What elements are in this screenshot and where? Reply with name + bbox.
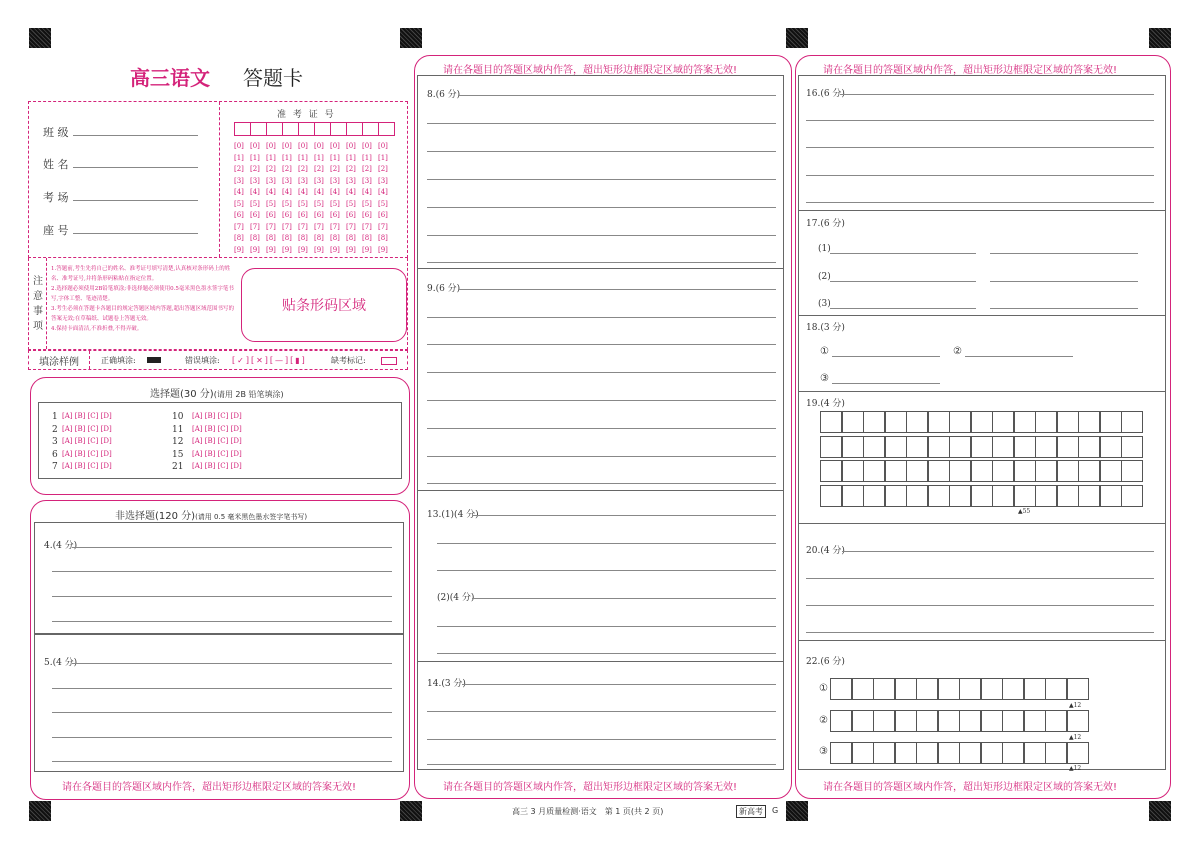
question-label-q8: 8.(6 分) (427, 90, 461, 100)
choice-option-bubbles[interactable]: [A] [B] [C] [D] (62, 424, 112, 433)
writing-cell[interactable] (928, 411, 950, 433)
admission-digit-bubble[interactable]: [5] (314, 199, 324, 208)
writing-cell[interactable] (852, 742, 874, 764)
writing-cell[interactable] (906, 436, 928, 458)
warning-text: 请在各题目的答题区域内作答，超出矩形边框限定区域的答案无效! (823, 65, 1118, 76)
writing-cell[interactable] (1024, 742, 1046, 764)
writing-cell[interactable] (1078, 436, 1100, 458)
choice-option-bubbles[interactable]: [A] [B] [C] [D] (192, 462, 242, 470)
admission-digit-bubble[interactable]: [1] (346, 153, 356, 162)
admission-digit-bubble[interactable]: [7] (266, 222, 276, 231)
writing-cell[interactable] (906, 460, 928, 482)
writing-cell[interactable] (820, 411, 842, 433)
admission-digit-bubble[interactable]: [1] (234, 153, 244, 162)
student-info-box (28, 101, 408, 258)
admission-digit-bubble[interactable]: [6] (234, 211, 244, 219)
footer-badge: 新高考 (736, 805, 766, 818)
admission-digit-bubble[interactable]: [8] (330, 234, 340, 242)
choice-option-bubbles[interactable]: [A] [B] [C] [D] (62, 462, 112, 470)
admission-digit-bubble[interactable]: [3] (266, 176, 276, 185)
admission-digit-bubble[interactable]: [9] (282, 245, 292, 254)
writing-cell[interactable] (1002, 710, 1024, 732)
writing-cell[interactable] (1014, 460, 1036, 482)
warning-text: 请在各题目的答题区域内作答，超出矩形边框限定区域的答案无效! (823, 782, 1118, 793)
writing-cell[interactable] (959, 742, 981, 764)
warning-text: 请在各题目的答题区域内作答，超出矩形边框限定区域的答案无效! (443, 65, 738, 76)
writing-cell[interactable] (830, 710, 852, 732)
writing-cell[interactable] (928, 460, 950, 482)
nonchoice-title: 非选择题(120 分)(请用 0.5 毫米黑色墨水签字笔书写) (115, 511, 308, 522)
admission-digit-bubble[interactable]: [9] (378, 245, 388, 254)
question-label-q17: 17.(6 分) (806, 219, 845, 229)
admission-digit-bubble[interactable]: [0] (266, 142, 276, 150)
admission-digit-bubble[interactable]: [6] (282, 211, 292, 219)
writing-cell[interactable] (863, 460, 885, 482)
admission-label: 准 考 证 号 (277, 110, 336, 120)
writing-cell[interactable] (885, 485, 907, 507)
writing-cell[interactable] (1035, 485, 1057, 507)
writing-cell[interactable] (1045, 678, 1067, 700)
admission-digit-bubble[interactable]: [7] (346, 222, 356, 231)
admission-digit-bubble[interactable]: [4] (330, 188, 340, 196)
writing-cell[interactable] (916, 678, 938, 700)
writing-cell[interactable] (959, 678, 981, 700)
admission-digit-bubble[interactable]: [9] (314, 245, 324, 254)
writing-cell[interactable] (1100, 411, 1122, 433)
admission-digit-bubble[interactable]: [9] (298, 245, 308, 254)
q17-item-2: (2) (818, 272, 831, 282)
admission-digit-bubble[interactable]: [0] (298, 142, 308, 150)
question-label-q20: 20.(4 分) (806, 546, 845, 556)
answer-panel-q5[interactable] (34, 634, 404, 772)
writing-cell[interactable] (949, 460, 971, 482)
writing-cell[interactable] (1024, 710, 1046, 732)
admission-digit-bubble[interactable]: [6] (346, 211, 356, 219)
field-name: 姓 名 (43, 156, 198, 172)
admission-digit-bubble[interactable]: [1] (330, 153, 340, 162)
warning-text: 请在各题目的答题区域内作答，超出矩形边框限定区域的答案无效! (443, 782, 738, 793)
admission-digit-bubble[interactable]: [5] (346, 199, 356, 208)
admission-digit-bubble[interactable]: [1] (378, 153, 388, 162)
notice-label: 注 意 事 项 (33, 276, 43, 332)
choice-option-bubbles[interactable]: [A] [B] [C] [D] (192, 424, 242, 433)
fill-correct-mark (147, 357, 161, 363)
writing-cell[interactable] (895, 678, 917, 700)
writing-cell[interactable] (873, 678, 895, 700)
choice-number: 11 (172, 424, 184, 435)
choice-option-bubbles[interactable]: [A] [B] [C] [D] (192, 449, 242, 458)
question-label-q14: 14.(3 分) (427, 679, 466, 689)
question-label-q13-1: 13.(1)(4 分) (427, 510, 479, 520)
admission-digit-bubble[interactable]: [3] (346, 176, 356, 185)
writing-cell[interactable] (1014, 485, 1036, 507)
choice-number: 10 (172, 412, 184, 422)
writing-cell[interactable] (1024, 678, 1046, 700)
admission-digit-bubble[interactable]: [7] (250, 222, 260, 231)
choice-number: 3 (52, 437, 58, 447)
registration-mark (786, 28, 808, 48)
writing-cell[interactable] (1014, 436, 1036, 458)
admission-digit-bubble[interactable]: [1] (362, 153, 372, 162)
writing-cell[interactable] (842, 460, 864, 482)
question-label-q9: 9.(6 分) (427, 284, 461, 294)
admission-digit-bubble[interactable]: [5] (250, 199, 260, 208)
admission-digit-bubble[interactable]: [4] (362, 188, 372, 196)
admission-digit-bubble[interactable]: [6] (298, 211, 308, 219)
q22-count-mark: ▲12 (1069, 702, 1082, 709)
absent-mark-box[interactable] (381, 357, 397, 365)
writing-cell[interactable] (852, 710, 874, 732)
admission-digit-bubble[interactable]: [2] (250, 165, 260, 173)
page-subtitle: 答题卡 (243, 66, 303, 90)
admission-digit-bubble[interactable]: [8] (378, 234, 388, 242)
admission-digit-bubble[interactable]: [6] (378, 211, 388, 219)
question-label-q13-2: (2)(4 分) (437, 593, 475, 603)
admission-digit-bubble[interactable]: [8] (314, 234, 324, 242)
choice-option-bubbles[interactable]: [A] [B] [C] [D] (62, 437, 112, 445)
admission-digit-bubble[interactable]: [5] (362, 199, 372, 208)
writing-cell[interactable] (928, 485, 950, 507)
choice-number: 15 (172, 449, 184, 460)
admission-digit-bubble[interactable]: [2] (346, 165, 356, 173)
admission-digit-bubble[interactable]: [7] (362, 222, 372, 231)
question-label-q19: 19.(4 分) (806, 399, 845, 409)
choice-number: 12 (172, 437, 184, 447)
admission-digit-bubble[interactable]: [2] (234, 165, 244, 173)
admission-digit-bubble[interactable]: [8] (266, 234, 276, 242)
choice-option-bubbles[interactable]: [A] [B] [C] [D] (62, 449, 112, 458)
notice-text: 1.答题前,考生先将自己的姓名、准考证号填写清楚,认真核对条形码上的姓名、准考证号,并将条形码粘贴在指定位置。 2.选择题必须使用2B铅笔填涂;非选择题必须使用0.5毫米黑色墨水签字笔书写,字体工整、笔迹清楚。 3.考生必须在答题卡各题目的规定答题区域内答题,超出答题区域范围书写的答案无效;在草稿纸、试题卷上答题无效。 4.保持卡面清洁,不准折叠,不得弄破。 (51, 266, 234, 332)
writing-cell[interactable] (971, 436, 993, 458)
question-label-q18: 18.(3 分) (806, 323, 845, 333)
admission-digit-bubble[interactable]: [1] (250, 153, 260, 162)
admission-digit-bubble[interactable]: [9] (266, 245, 276, 254)
writing-cell[interactable] (830, 678, 852, 700)
choice-number: 6 (52, 449, 58, 460)
q22-item-3: ③ (819, 746, 828, 757)
fill-absent-label: 缺考标记: (331, 356, 366, 365)
choice-option-bubbles[interactable]: [A] [B] [C] [D] (192, 437, 242, 445)
answer-panel-q4[interactable] (34, 522, 404, 634)
writing-cell[interactable] (981, 678, 1003, 700)
registration-mark (786, 801, 808, 821)
admission-digit-bubble[interactable]: [9] (234, 245, 244, 254)
writing-cell[interactable] (1014, 411, 1036, 433)
fill-wrong-label: 错误填涂: (185, 356, 220, 365)
writing-cell[interactable] (842, 485, 864, 507)
admission-digit-bubble[interactable]: [5] (234, 199, 244, 208)
writing-cell[interactable] (916, 742, 938, 764)
writing-cell[interactable] (992, 460, 1014, 482)
admission-digit-bubble[interactable]: [7] (378, 222, 388, 231)
q17-item-1: (1) (818, 244, 831, 254)
admission-digit-bubble[interactable]: [6] (250, 211, 260, 219)
admission-digit-bubble[interactable]: [0] (362, 142, 372, 150)
admission-digit-bubble[interactable]: [6] (314, 211, 324, 219)
admission-digit-bubble[interactable]: [6] (330, 211, 340, 219)
q18-item-3: ③ (820, 373, 829, 384)
admission-digit-bubble[interactable]: [4] (234, 188, 244, 196)
admission-digit-bubble[interactable]: [1] (314, 153, 324, 162)
writing-cell[interactable] (906, 411, 928, 433)
writing-cell[interactable] (1067, 678, 1089, 700)
admission-digit-bubble[interactable]: [2] (282, 165, 292, 173)
admission-digit-bubble[interactable]: [7] (234, 222, 244, 231)
footer-code: G (772, 806, 779, 815)
writing-cell[interactable] (971, 485, 993, 507)
fill-wrong-marks: [✓][✕][—][▮] (232, 356, 307, 365)
fill-correct-label: 正确填涂: (101, 356, 136, 365)
choice-number: 7 (52, 462, 58, 472)
registration-mark (1149, 801, 1171, 821)
writing-cell[interactable] (938, 678, 960, 700)
writing-cell[interactable] (1078, 460, 1100, 482)
admission-digit-bubble[interactable]: [3] (330, 176, 340, 185)
admission-digit-bubble[interactable]: [7] (314, 222, 324, 231)
admission-digit-bubble[interactable]: [9] (346, 245, 356, 254)
writing-cell[interactable] (1057, 411, 1079, 433)
admission-digit-bubble[interactable]: [8] (362, 234, 372, 242)
registration-mark (29, 801, 51, 821)
admission-digit-bubble[interactable]: [9] (330, 245, 340, 254)
admission-digit-bubble[interactable]: [4] (346, 188, 356, 196)
q17-item-3: (3) (818, 299, 831, 309)
admission-digit-bubble[interactable]: [1] (266, 153, 276, 162)
q22-count-mark: ▲12 (1069, 765, 1082, 772)
admission-digit-bubble[interactable]: [1] (298, 153, 308, 162)
admission-digit-bubble[interactable]: [2] (330, 165, 340, 173)
field-room: 考 场 (43, 189, 198, 205)
writing-cell[interactable] (1121, 411, 1143, 433)
question-label-q22: 22.(6 分) (806, 657, 845, 667)
writing-cell[interactable] (981, 710, 1003, 732)
admission-digit-bubble[interactable]: [0] (250, 142, 260, 150)
writing-cell[interactable] (852, 678, 874, 700)
q22-item-1: ① (819, 683, 828, 694)
writing-cell[interactable] (992, 436, 1014, 458)
writing-cell[interactable] (830, 742, 852, 764)
writing-cell[interactable] (1035, 436, 1057, 458)
writing-cell[interactable] (1045, 710, 1067, 732)
admission-digit-bubble[interactable]: [3] (362, 176, 372, 185)
admission-digit-bubble[interactable]: [4] (282, 188, 292, 196)
admission-digit-bubble[interactable]: [2] (314, 165, 324, 173)
admission-boxes[interactable] (234, 122, 394, 135)
q19-count-mark: ▲55 (1018, 508, 1031, 515)
writing-cell[interactable] (1057, 460, 1079, 482)
writing-cell[interactable] (1067, 710, 1089, 732)
writing-cell[interactable] (1121, 485, 1143, 507)
writing-cell[interactable] (820, 436, 842, 458)
admission-digit-bubble[interactable]: [0] (314, 142, 324, 150)
writing-cell[interactable] (1078, 411, 1100, 433)
writing-cell[interactable] (971, 411, 993, 433)
admission-digit-bubble[interactable]: [0] (330, 142, 340, 150)
writing-cell[interactable] (842, 436, 864, 458)
writing-cell[interactable] (1100, 485, 1122, 507)
admission-digit-bubble[interactable]: [2] (362, 165, 372, 173)
admission-digit-bubble[interactable]: [1] (282, 153, 292, 162)
admission-digit-bubble[interactable]: [2] (378, 165, 388, 173)
admission-digit-bubble[interactable]: [5] (298, 199, 308, 208)
admission-digit-bubble[interactable]: [8] (346, 234, 356, 242)
admission-digit-bubble[interactable]: [0] (234, 142, 244, 150)
writing-cell[interactable] (1035, 411, 1057, 433)
admission-digit-bubble[interactable]: [5] (266, 199, 276, 208)
admission-digit-bubble[interactable]: [3] (250, 176, 260, 185)
writing-cell[interactable] (863, 411, 885, 433)
writing-cell[interactable] (1078, 485, 1100, 507)
writing-cell[interactable] (949, 485, 971, 507)
admission-digit-bubble[interactable]: [3] (234, 176, 244, 185)
choice-number: 21 (172, 462, 184, 472)
writing-cell[interactable] (938, 710, 960, 732)
choice-option-bubbles[interactable]: [A] [B] [C] [D] (62, 412, 112, 420)
writing-cell[interactable] (842, 411, 864, 433)
admission-digit-bubble[interactable]: [6] (266, 211, 276, 219)
writing-cell[interactable] (1121, 436, 1143, 458)
registration-mark (400, 28, 422, 48)
admission-digit-bubble[interactable]: [8] (234, 234, 244, 242)
admission-digit-bubble[interactable]: [7] (298, 222, 308, 231)
admission-digit-bubble[interactable]: [0] (346, 142, 356, 150)
writing-cell[interactable] (1057, 485, 1079, 507)
admission-digit-bubble[interactable]: [4] (298, 188, 308, 196)
field-seat: 座 号 (43, 222, 198, 238)
q18-item-2: ② (953, 346, 962, 357)
q22-item-2: ② (819, 715, 828, 726)
q22-count-mark: ▲12 (1069, 734, 1082, 741)
writing-cell[interactable] (906, 485, 928, 507)
writing-cell[interactable] (820, 485, 842, 507)
registration-mark (29, 28, 51, 48)
warning-text: 请在各题目的答题区域内作答，超出矩形边框限定区域的答案无效! (62, 782, 357, 793)
writing-cell[interactable] (1002, 678, 1024, 700)
writing-cell[interactable] (1121, 460, 1143, 482)
field-class: 班 级 (43, 124, 198, 140)
writing-cell[interactable] (1035, 460, 1057, 482)
writing-cell[interactable] (1100, 436, 1122, 458)
admission-digit-bubble[interactable]: [6] (362, 211, 372, 219)
writing-cell[interactable] (885, 436, 907, 458)
admission-digit-bubble[interactable]: [3] (378, 176, 388, 185)
choice-title: 选择题(30 分)(请用 2B 铅笔填涂) (150, 389, 284, 400)
footer-page-info: 高三 3 月质量检测·语文 第 1 页(共 2 页) (512, 807, 664, 816)
writing-cell[interactable] (928, 436, 950, 458)
writing-cell[interactable] (873, 742, 895, 764)
writing-cell[interactable] (959, 710, 981, 732)
writing-cell[interactable] (895, 742, 917, 764)
writing-cell[interactable] (1067, 742, 1089, 764)
admission-digit-bubble[interactable]: [2] (266, 165, 276, 173)
writing-cell[interactable] (820, 460, 842, 482)
admission-digit-bubble[interactable]: [4] (250, 188, 260, 196)
writing-cell[interactable] (949, 411, 971, 433)
writing-cell[interactable] (938, 742, 960, 764)
fill-sample-row: 填涂样例 正确填涂: 错误填涂: [✓][✕][—][▮] 缺考标记: (28, 350, 408, 370)
writing-cell[interactable] (1045, 742, 1067, 764)
admission-digit-bubble[interactable]: [3] (314, 176, 324, 185)
registration-mark (400, 801, 422, 821)
question-label-q5: 5.(4 分) (44, 658, 78, 668)
admission-digit-bubble[interactable]: [9] (250, 245, 260, 254)
notice-box (28, 258, 408, 350)
admission-digit-bubble[interactable]: [5] (330, 199, 340, 208)
admission-digit-bubble[interactable]: [4] (266, 188, 276, 196)
admission-digit-bubble[interactable]: [5] (282, 199, 292, 208)
writing-cell[interactable] (1100, 460, 1122, 482)
admission-digit-bubble[interactable]: [8] (250, 234, 260, 242)
choice-number: 2 (52, 424, 58, 435)
writing-cell[interactable] (981, 742, 1003, 764)
admission-digit-bubble[interactable]: [3] (282, 176, 292, 185)
admission-digit-bubble[interactable]: [7] (330, 222, 340, 231)
admission-digit-bubble[interactable]: [3] (298, 176, 308, 185)
writing-cell[interactable] (992, 411, 1014, 433)
admission-digit-bubble[interactable]: [9] (362, 245, 372, 254)
choice-option-bubbles[interactable]: [A] [B] [C] [D] (192, 412, 242, 420)
writing-cell[interactable] (1057, 436, 1079, 458)
writing-cell[interactable] (863, 436, 885, 458)
writing-cell[interactable] (863, 485, 885, 507)
writing-cell[interactable] (992, 485, 1014, 507)
writing-cell[interactable] (971, 460, 993, 482)
choice-number: 1 (52, 412, 58, 422)
page-title: 高三语文 (130, 66, 210, 90)
writing-cell[interactable] (949, 436, 971, 458)
writing-cell[interactable] (1002, 742, 1024, 764)
admission-digit-bubble[interactable]: [0] (378, 142, 388, 150)
question-label-q4: 4.(4 分) (44, 541, 78, 551)
admission-digit-bubble[interactable]: [8] (298, 234, 308, 242)
admission-digit-bubble[interactable]: [5] (378, 199, 388, 208)
admission-digit-bubble[interactable]: [0] (282, 142, 292, 150)
writing-cell[interactable] (885, 460, 907, 482)
question-label-q16: 16.(6 分) (806, 89, 845, 99)
writing-cell[interactable] (916, 710, 938, 732)
admission-digit-bubble[interactable]: [2] (298, 165, 308, 173)
admission-digit-bubble[interactable]: [4] (378, 188, 388, 196)
writing-cell[interactable] (873, 710, 895, 732)
writing-cell[interactable] (895, 710, 917, 732)
admission-digit-bubble[interactable]: [4] (314, 188, 324, 196)
writing-cell[interactable] (885, 411, 907, 433)
admission-digit-bubble[interactable]: [8] (282, 234, 292, 242)
registration-mark (1149, 28, 1171, 48)
q18-item-1: ① (820, 346, 829, 357)
barcode-area: 贴条形码区域 (241, 268, 407, 342)
admission-digit-bubble[interactable]: [7] (282, 222, 292, 231)
